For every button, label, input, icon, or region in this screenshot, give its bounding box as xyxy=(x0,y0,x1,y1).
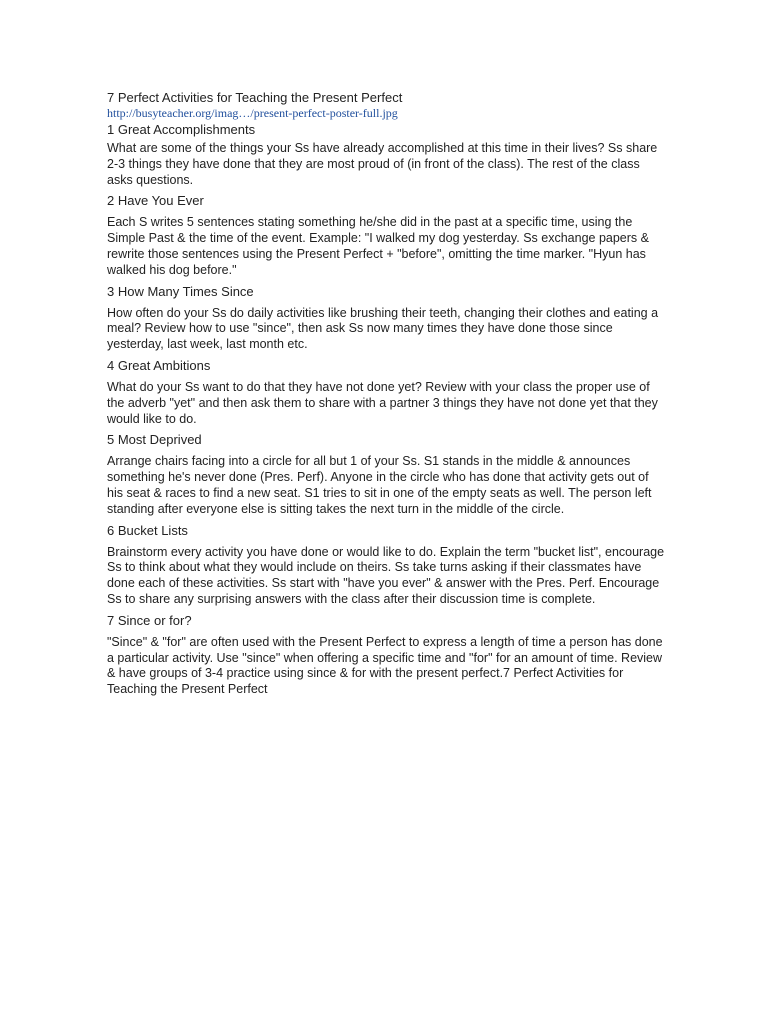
section-body: What do your Ss want to do that they have not done yet? Review with your class the proper use of the adverb "yet" and then ask them to share with a partner 3 things they have not done yet that they would like to do. xyxy=(107,379,658,426)
section-body: How often do your Ss do daily activities like brushing their teeth, changing their clothes and eating a meal? Review how to use "since", then ask Ss now many times they have done those since yesterday, last week, last month etc. xyxy=(107,305,659,352)
section-heading: 6 Bucket Lists xyxy=(107,522,188,538)
section-have-you-ever xyxy=(107,193,667,278)
section-heading: 7 Since or for? xyxy=(107,612,192,628)
section-body: Arrange chairs facing into a circle for all but 1 of your Ss. S1 stands in the middle & announces something he's never done (Pres. Perf). Anyone in the circle who has done that activity gets out of his seat & races to find a new seat. S1 tries to sit in one of the empty seats as well. The person left standing after everyone else is sitting takes the next turn in the middle of the circle. xyxy=(107,454,652,516)
section-most-deprived xyxy=(107,432,667,517)
document-title: 7 Perfect Activities for Teaching the Present Perfect xyxy=(107,90,403,105)
section-since-or-for xyxy=(107,613,667,698)
section-heading: 5 Most Deprived xyxy=(107,432,202,448)
source-link[interactable]: http://busyteacher.org/imag…/present-perfect-poster-full.jpg xyxy=(107,106,398,120)
section-how-many-times-since xyxy=(107,284,667,353)
section-heading: 2 Have You Ever xyxy=(107,193,204,209)
section-heading: 1 Great Accomplishments xyxy=(107,122,256,137)
section-body: "Since" & "for" are often used with the Present Perfect to express a length of time a person has done a particular activity. Use "since" when offering a specific time and "for" for an amount of time. Review & have groups of 3-4 practice using since & for with the present perfect.7 Perfect Activities for Teaching the Present Perfect xyxy=(107,634,663,697)
section-body: What are some of the things your Ss have already accomplished at this time in their lives? Ss share 2-3 things they have done that they are most proud of (in front of the class). The rest of the class asks questions. xyxy=(107,141,658,187)
section-heading: 4 Great Ambitions xyxy=(107,357,211,373)
section-bucket-lists xyxy=(107,523,667,608)
section-great-accomplishments xyxy=(107,122,667,188)
section-heading: 3 How Many Times Since xyxy=(107,283,254,299)
document-content xyxy=(107,90,667,703)
section-body: Each S writes 5 sentences stating something he/she did in the past at a specific time, using the Simple Past & the time of the event. Example: "I walked my dog yesterday. Ss exchange papers & rewrite those sentences using the Present Perfect + "before", omitting the time marker. "Hyun has walked his dog before." xyxy=(107,215,649,277)
section-great-ambitions xyxy=(107,358,667,427)
section-body: Brainstorm every activity you have done or would like to do. Explain the term "bucket list", encourage Ss to think about what they would include on theirs. Ss take turns asking if their classmates have done each of these activities. Ss start with "have you ever" & answer with the Pres. Perf. Encourage Ss to share any surprising answers with the class after their discussion time is complete. xyxy=(107,544,665,606)
